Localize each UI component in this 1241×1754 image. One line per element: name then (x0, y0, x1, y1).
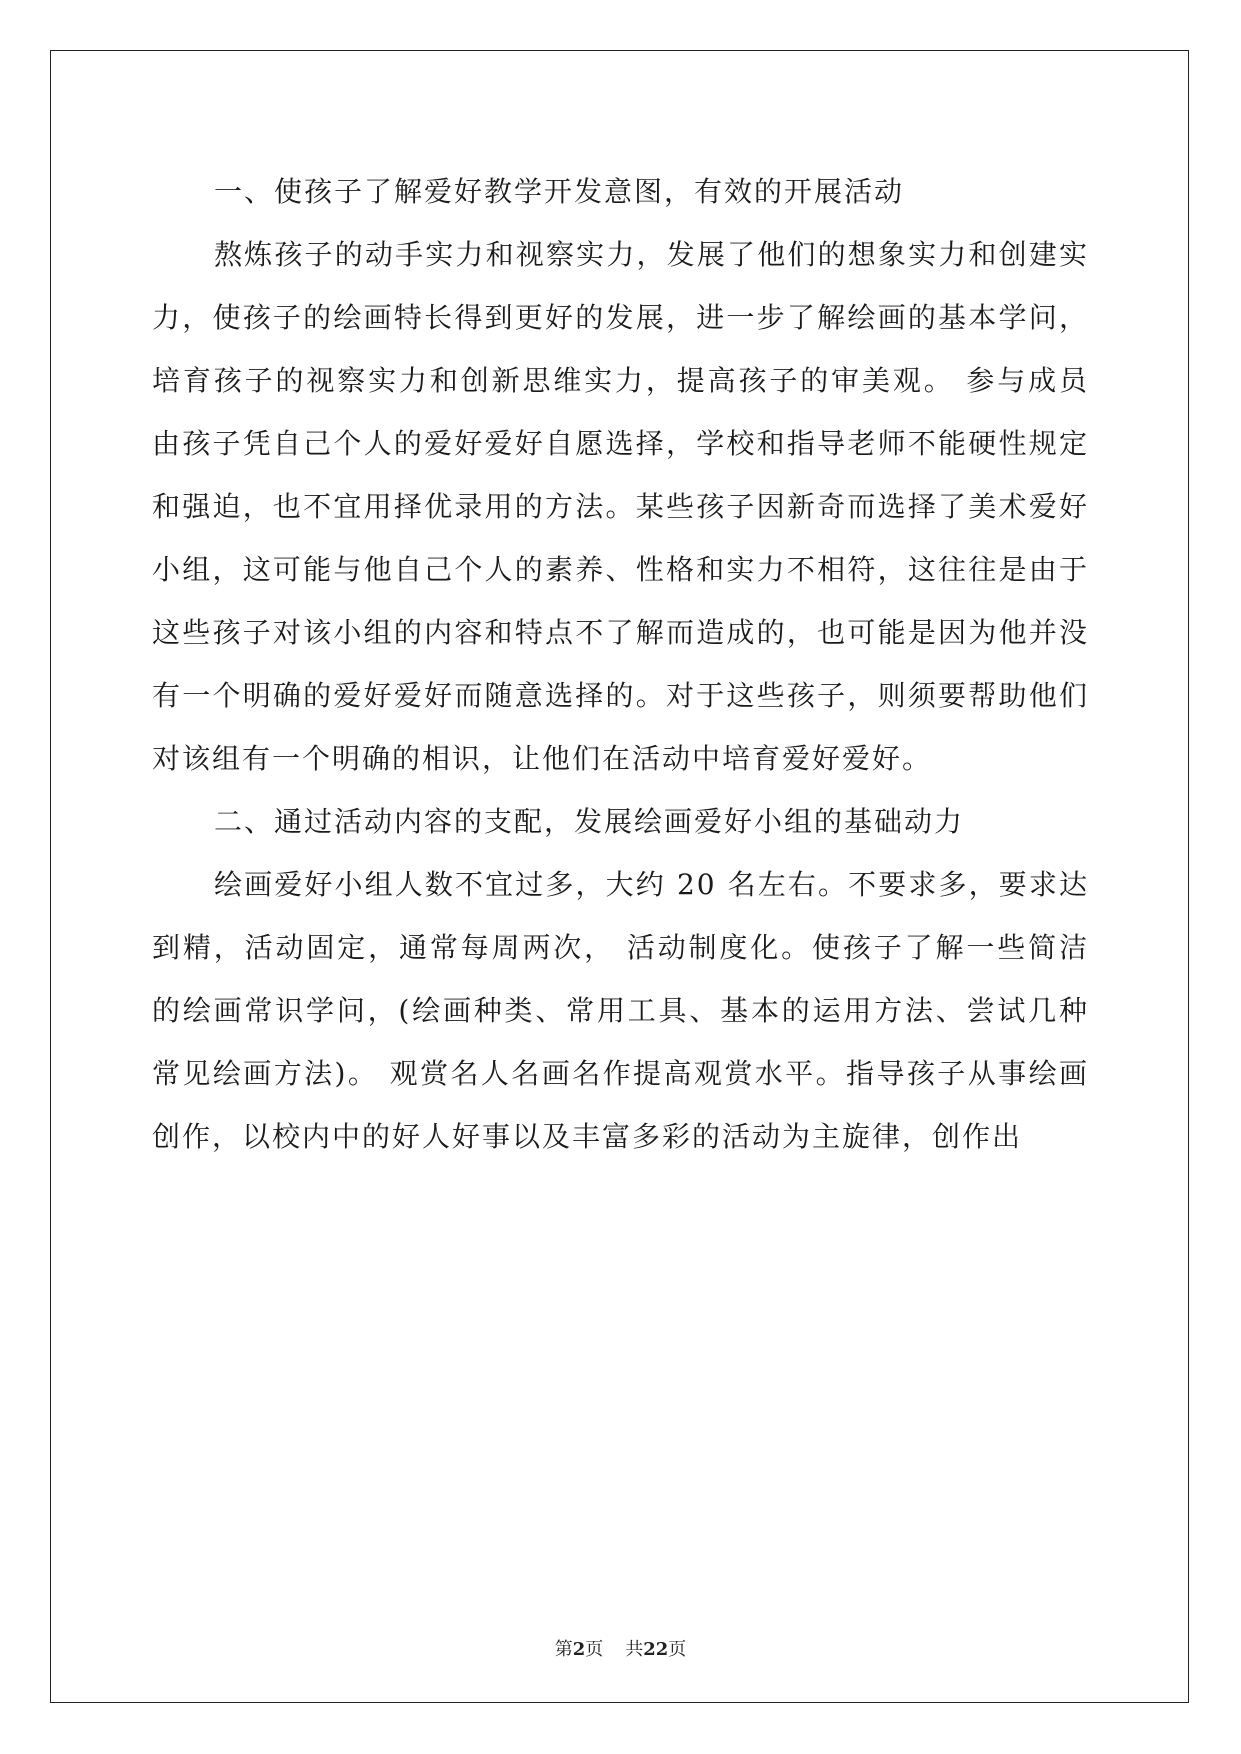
total-label-prefix: 共 (625, 1639, 644, 1660)
page-label-suffix: 页 (585, 1639, 604, 1660)
section-heading-1: 一、使孩子了解爱好教学开发意图，有效的开展活动 (214, 175, 905, 208)
page-number: 2 (572, 1639, 586, 1660)
document-body (152, 160, 1089, 1168)
body-paragraph-1: 熬炼孩子的动手实力和视察实力，发展了他们的想象实力和创建实力，使孩子的绘画特长得到更好的发展，进一步了解绘画的基本学问，培育孩子的视察实力和创新思维实力，提高孩子的审美观。 参与成员由孩子凭自己个人的爱好爱好自愿选择，学校和指导老师不能硬性规定和强迫，也不宜用择优录用的方法。某些孩子因新奇而选择了美术爱好小组，这可能与他自己个人的素养、性格和实力不相符，这往往是由于这些孩子对该小组的内容和特点不了解而造成的，也可能是因为他并没有一个明确的爱好爱好而随意选择的。对于这些孩子，则须要帮助他们对该组有一个明确的相识，让他们在活动中培育爱好爱好。 (152, 238, 1089, 775)
body-paragraph-2: 绘画爱好小组人数不宜过多，大约 20 名左右。不要求多，要求达到精，活动固定，通常每周两次， 活动制度化。使孩子了解一些简洁的绘画常识学问，(绘画种类、常用工具、基本的运用方法、尝试几种常见绘画方法)。 观赏名人名画名作提高观赏水平。指导孩子从事绘画创作，以校内中的好人好事以及丰富多彩的活动为主旋律，创作出 (152, 868, 1089, 1153)
total-label-suffix: 页 (668, 1639, 687, 1660)
page-label-prefix: 第 (554, 1639, 573, 1660)
total-pages: 22 (643, 1639, 669, 1660)
section-heading-2: 二、通过活动内容的支配，发展绘画爱好小组的基础动力 (214, 805, 965, 838)
page-footer (0, 1635, 1241, 1661)
